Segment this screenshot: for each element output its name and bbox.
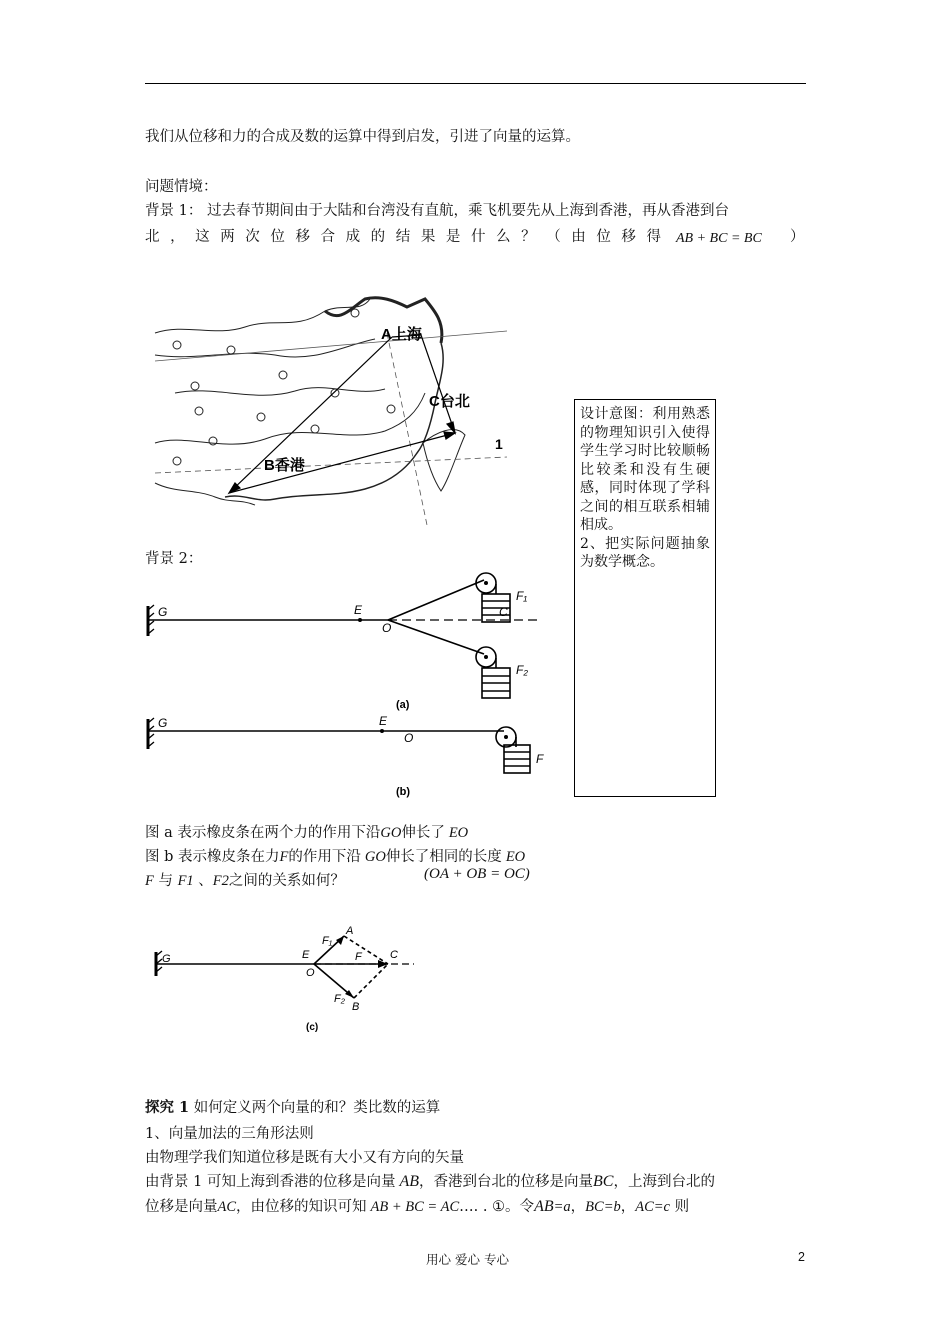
explore-line-c2: ，由位移的知识可知 [236,1199,367,1215]
vector-ac-text: AC [217,1199,237,1215]
fig-b-label-g: G [158,716,168,730]
point-e [380,729,384,733]
fig-c-label-b: B [352,1001,360,1013]
fig-b-label-o: O [404,731,414,745]
background2-label: 背景 2： [145,551,203,567]
page-number: 2 [798,1250,805,1264]
fig-b-label-f: F [536,752,544,766]
addition-formula: AB + BC = AC [370,1199,460,1215]
desc-line1 [145,823,468,843]
city-marker [279,371,287,379]
explore-line-c: 位移是向量AC，由位移的知识可知 AB + BC = AC…. . ①。令AB=a，BC=b，AC=c 则 [145,1198,690,1215]
province-border-2 [175,388,385,396]
explore-title-rest: 如何定义两个向量的和？类比数的运算 [193,1100,441,1116]
desc-formula: (OA + OB = OC) [424,866,530,882]
city-marker [387,405,395,413]
map-figure [155,293,507,533]
desc-line2-f: F [279,849,289,865]
city-marker [191,382,199,390]
vector-bc [229,433,455,493]
explore-line-c3: …. . ①。令 [459,1199,535,1215]
meridian-line [387,333,427,525]
fig-a-label-f1: F₁ [516,589,528,603]
vector-bc-arrowhead [444,432,455,439]
design-note-para2: 2、把实际问题抽象为数学概念。 [580,535,710,570]
explore-line-a: 由物理学我们知道位移是既有大小又有方向的矢量 [145,1150,464,1166]
string-f1 [388,580,484,620]
weights-f-lines [504,752,530,766]
label-hongkong: B香港 [264,457,305,474]
fig-c-label-g: G [162,953,171,965]
vector-ac-text-2: AC [635,1199,654,1215]
fig-a-label-c: C [499,605,508,619]
intro-text: 我们从位移和力的合成及数的运算中得到启发，引进了向量的运算。 [145,129,580,145]
fig-a-label-e: E [354,603,363,617]
desc-line3-f: F [145,873,154,889]
fig-c-label-c: C [390,949,398,961]
desc-line2-b: 的作用下沿 [288,849,361,865]
background1-formula: AB + BC = BC [676,231,762,246]
fig-b-label-e: E [379,714,388,728]
figure-c [142,918,422,1038]
desc-line1-eo: EO [448,825,469,841]
desc-line2-c: 伸长了相同的长度 [385,849,502,865]
fig-a-label-g: G [158,605,168,619]
city-marker [227,346,235,354]
var-a: =a [553,1199,571,1215]
explore-item1: 1、向量加法的三角形法则 [145,1126,314,1142]
fig-c-label-f: F [355,951,362,963]
situation-heading: 问题情境： [145,179,218,195]
var-b: =b [603,1199,621,1215]
footer-center: 用心 爱心 专心 [426,1252,509,1267]
desc-line2-go: GO [364,849,386,865]
explore-line-b1: 由背景 1 可知上海到香港的位移是向量 [145,1174,396,1190]
vector-f1-arrowhead [336,936,344,945]
label-edge: 1 [495,436,503,452]
city-marker [331,389,339,397]
fig-c-label-e: E [302,949,310,961]
vector-ac [421,335,455,433]
header-rule [145,83,806,84]
city-marker [195,407,203,415]
desc-line1-a: 图 a 表示橡皮条在两个力的作用下沿 [145,825,381,841]
pulley-axle [504,735,508,739]
fig-c-label-a: A [346,925,354,937]
desc-line3-b: 、 [198,873,213,889]
city-marker [209,437,217,445]
province-border-1 [155,339,375,357]
parallel-line-2 [354,964,388,998]
explore-title-bold: 探究 1 [145,1099,190,1116]
explore-line-c1: 位移是向量 [145,1199,218,1215]
city-marker [173,341,181,349]
background1-close: ） [790,229,805,245]
figure-b [142,715,542,800]
design-note-box [574,399,716,797]
fig-c-label-o: O [306,967,315,979]
explore-title [145,1098,440,1118]
pulley-top-axle [484,581,488,585]
desc-line3-f2: F2 [212,873,229,889]
desc-line1-b: 伸长了 [401,825,445,841]
city-marker [173,457,181,465]
vector-f-arrowhead [378,960,388,968]
desc-line3-f1: F1 [177,873,194,889]
explore-line-c4: 则 [674,1199,690,1215]
pulley-bottom-axle [484,655,488,659]
fig-c-label-f2: F₂ [334,993,345,1005]
vector-ac-arrowhead [447,422,455,433]
background1-line1: 背景 1： 过去春节期间由于大陆和台湾没有直航，乘飞机要先从上海到香港，再从香港到台 [145,203,729,219]
explore-line-b3: ，上海到台北的 [613,1174,715,1190]
city-marker [257,413,265,421]
vector-ab-text: AB [399,1173,419,1190]
coastline-south [225,343,443,500]
vector-bc-text-2: BC [585,1199,604,1215]
fig-c-label-f1: F₁ [322,935,333,947]
desc-line3-a: 与 [158,873,173,889]
city-marker [311,425,319,433]
label-taibei: C台北 [429,393,470,410]
parallel-line-1 [344,936,388,964]
desc-line2-a: 图 b 表示橡皮条在力 [145,849,280,865]
city-marker [351,309,359,317]
latitude-line-1 [155,331,507,361]
fig-a-caption: (a) [396,699,410,711]
fig-a-label-f2: F₂ [516,663,528,677]
province-border-3 [155,393,425,444]
weights-f2-lines [482,676,510,691]
vector-ab [229,337,392,493]
latitude-line-2 [155,457,507,473]
desc-line3-c: 之间的关系如何？ [228,873,345,889]
design-note-para1: 设计意图：利用熟悉的物理知识引入使得学生学习时比较顺畅比较柔和没有生硬感，同时体现了学科之间的相互联系相辅相成。 [580,406,710,533]
point-e [358,618,362,622]
explore-line-b2: ，香港到台北的位移是向量 [419,1174,593,1190]
coastline-west [155,483,255,505]
desc-line2-eo: EO [505,849,526,865]
vector-ab-text-2: AB [534,1198,554,1215]
label-shanghai: A上海 [381,326,422,343]
fig-a-label-o: O [382,621,392,635]
string-f2 [388,620,484,654]
desc-line3 [145,871,345,891]
fig-b-caption: (b) [396,786,411,798]
desc-line1-go: GO [380,825,402,841]
background1-line2: 北，这两次位移合成的结果是什么？（由位移得 [145,229,662,245]
figure-a [142,570,542,715]
fig-c-caption: (c) [306,1022,319,1033]
var-c: =c [653,1199,670,1215]
vector-bc-text: BC [593,1173,614,1190]
explore-line-b [145,1172,715,1192]
